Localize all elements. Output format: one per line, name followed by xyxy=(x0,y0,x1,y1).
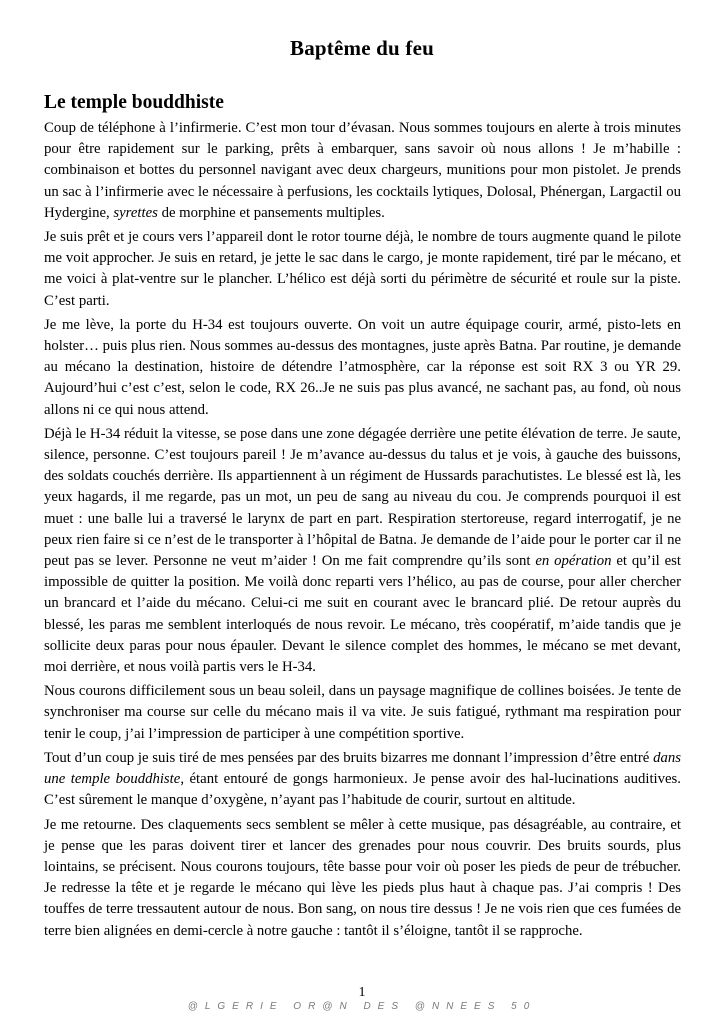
italic-text: en opération xyxy=(535,553,612,570)
italic-text: dans une temple bouddhiste xyxy=(44,749,681,788)
page-number: 1 xyxy=(358,985,366,1000)
paragraph-text: Coup de téléphone à l’infirmerie. C’est mon tour d’évasan. Nous sommes toujours en alerte à trois minutes pour être rapidement sur le parking, prêts à embarquer, sans savoir où nous allons ! Je m’habille : combinaison et bottes du personnel navigant avec deux chargeurs, munitions pour mon pistolet. Je prends un sac à l’infirmerie avec le nécessaire à perfusions, les cocktails lytiques, Dolosal, Phénergan, Largactil ou Hydergine, xyxy=(44,120,681,221)
paragraph-text: Déjà le H-34 réduit la vitesse, se pose dans une zone dégagée derrière une petite élévation de terre. Je saute, silence, personne. C’est toujours pareil ! Je m’avance au-dessus du talus et je vois, à gauche des buissons, des soldats couchés derrière. Ils appartiennent à un régiment de Hussards parachutistes. Le blessé est là, les yeux hagards, il me regarde, pas un mot, un peu de sang au niveau du cou. Je comprends pourquoi il est muet : une balle lui a traversé le larynx de part en part. Respiration stertoreuse, regard interrogatif, je ne peux rien faire si ce n’est de le transporter à l’hôpital de Batna. Je demande de l’aide pour le porter car il ne peut pas se lever. Personne ne veut m’aider ! On me fait comprendre qu’ils sont xyxy=(44,425,681,570)
paragraph-text: Je suis prêt et je cours vers l’appareil dont le rotor tourne déjà, le nombre de tours augmente quand le pilote me voit approcher. Je suis en retard, je jette le sac dans le cargo, je monte rapidement, tiré par le mécano, et me voici à plat-ventre sur le plancher. L’hélico est déjà sorti du périmètre de sécurité et roule sur la piste. C’est parti. xyxy=(44,229,681,309)
paragraph-text: , étant entouré de gongs harmonieux. Je pense avoir des hal-lucinations auditives. C’est sûrement le manque d’oxygène, n’ayant pas l’habitude de courir, surtout en altitude. xyxy=(44,771,681,809)
paragraph xyxy=(44,681,681,745)
paragraph-text: Nous courons difficilement sous un beau soleil, dans un paysage magnifique de collines boisées. Je tente de synchroniser ma course sur celle du mécano mais il va vite. Je suis fatigué, rythmant ma respiration pour tenir le coup, j’ai l’impression de participer à une compétition sportive. xyxy=(44,683,681,742)
paragraph-text: Je me lève, la porte du H-34 est toujours ouverte. On voit un autre équipage courir, armé, pisto-lets en holster… puis plus rien. Nous sommes au-dessus des montagnes, juste après Batna. Par routine, je demande au mécano la destination, histoire de détendre l’atmosphère, car la réponse est soit RX 3 ou YR 29. Aujourd’hui c’est c’est, selon le code, RX 26..Je ne suis pas plus avancé, ne sachant pas, au fond, où nous allons ni ce qui nous attend. xyxy=(44,316,681,418)
footer-banner: @LGERIE OR@N DES @NNEES 50 xyxy=(187,1001,537,1012)
page-title: Baptême du feu xyxy=(290,36,434,60)
body-text xyxy=(44,118,681,945)
paragraph-text: Tout d’un coup je suis tiré de mes pensées par des bruits bizarres me donnant l’impression d’être entré xyxy=(44,749,654,766)
paragraph xyxy=(44,315,681,421)
paragraph xyxy=(44,748,681,812)
paragraph xyxy=(44,424,681,678)
paragraph xyxy=(44,227,681,312)
paragraph xyxy=(44,118,681,224)
paragraph-text: et qu’il est impossible de quitter la position. Me voilà donc reparti vers l’hélico, au pas de course, pour aller chercher un brancard et l’aide du mécano. Celui-ci me suit en courant avec le brancard plié. De retour auprès du blessé, les paras me semblent interloqués de nous revoir. Le mécano, très coopératif, m’aide tandis que je sollicite deux paras pour nous épauler. Devant le silence complet des hommes, le mécano se met devant, moi derrière, et nous voilà partis vers le H-34. xyxy=(44,553,681,676)
paragraph-text: de morphine et pansements multiples. xyxy=(157,204,385,221)
paragraph-text: Je me retourne. Des claquements secs semblent se mêler à cette musique, pas désagréable, au contraire, et je pense que les paras doivent tirer et lancer des grenades pour nous couvrir. Des bruits sourds, plus lointains, se précisent. Nous courons toujours, tête basse pour voir où poser les pieds de peur de trébucher. Je redresse la tête et je regarde le mécano qui lève les pieds plus haut à chaque pas. J’ai compris ! Des touffes de terre tressautent autour de nous. Bon sang, on nous tire dessus ! Je ne vois rien que ces fumées de terre bien alignées en demi-cercle à notre gauche : tantôt il s’éloigne, tantôt il se rapproche. xyxy=(44,816,681,939)
paragraph xyxy=(44,815,681,942)
section-heading: Le temple bouddhiste xyxy=(44,92,224,113)
italic-text: syrettes xyxy=(113,204,158,221)
